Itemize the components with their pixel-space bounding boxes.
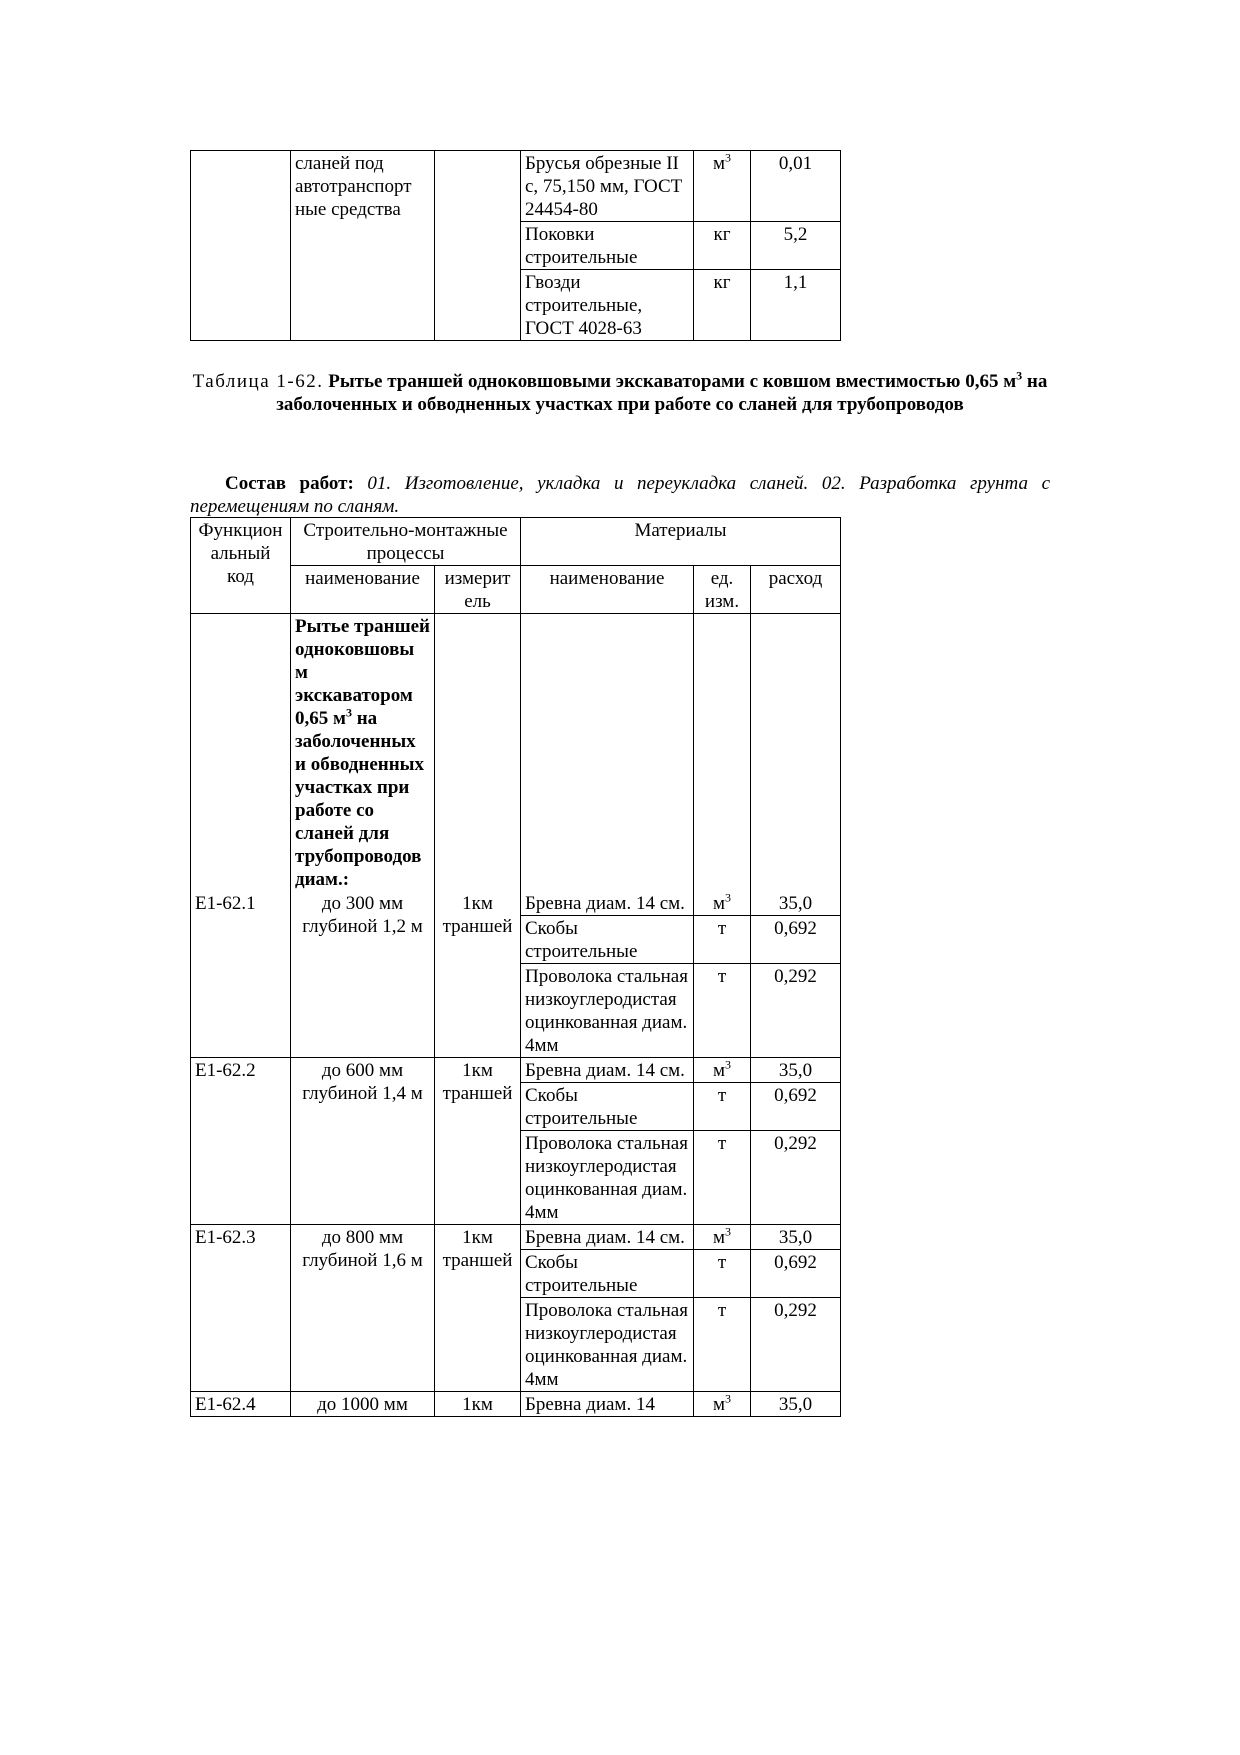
- material-amount: 0,01: [751, 151, 841, 222]
- table-title-label: Таблица 1-62.: [192, 371, 324, 392]
- group-title-row: [191, 614, 841, 892]
- material-unit: т: [694, 964, 751, 1058]
- meter-value: 1км траншей: [435, 1058, 521, 1225]
- func-code: Е1-62.4: [191, 1392, 291, 1417]
- header-meter: измерит ель: [435, 566, 521, 614]
- func-code: Е1-62.2: [191, 1058, 291, 1225]
- header-row: [191, 518, 841, 566]
- table-title: [190, 370, 1050, 416]
- meter-value: 1км траншей: [435, 891, 521, 1058]
- table-title-text: Рытье траншей одноковшовыми экскаваторами с ковшом вместимостью 0,65 $м^3$ на заболоченных и обводненных участках при работе со сланей для трубопроводов: [276, 368, 1048, 415]
- material-unit: кг: [694, 222, 751, 270]
- material-unit: $м^3$: [694, 1058, 751, 1083]
- material-amount: 0,292: [751, 964, 841, 1058]
- material-name: Проволока стальная низкоуглеродистая оцинкованная диам. 4мм: [521, 1298, 694, 1392]
- material-unit: $м^3$: [694, 151, 751, 222]
- material-amount: 35,0: [751, 1392, 841, 1417]
- material-name: Скобы строительные: [521, 1083, 694, 1131]
- process-name-cell: сланей под автотранспорт ные средства: [291, 151, 435, 341]
- material-unit: $м^3$: [694, 891, 751, 916]
- group-title: Рытье траншей одноковшовы м экскаватором 0,65 $м^3$ на заболоченных и обводненных участках при работе со сланей для трубопроводов диам.:: [291, 614, 435, 892]
- material-amount: 35,0: [751, 891, 841, 916]
- material-unit: т: [694, 916, 751, 964]
- meter-value: 1км: [435, 1392, 521, 1417]
- material-unit: $м^3$: [694, 1392, 751, 1417]
- header-material-name: наименование: [521, 566, 694, 614]
- material-name: Бревна диам. 14: [521, 1392, 694, 1417]
- composition-text: 01. Изготовление, укладка и переукладка сланей. 02. Разработка грунта с перемещениям по сланям.: [190, 473, 1051, 517]
- header-name: наименование: [291, 566, 435, 614]
- process-name: до 1000 мм: [291, 1392, 435, 1417]
- material-unit: т: [694, 1298, 751, 1392]
- material-name: Брусья обрезные II с, 75,150 мм, ГОСТ 24454-80: [521, 151, 694, 222]
- material-name: Гвозди строительные, ГОСТ 4028-63: [521, 270, 694, 341]
- table-row: [191, 1225, 841, 1250]
- table-row: [191, 1392, 841, 1417]
- material-amount: 0,292: [751, 1131, 841, 1225]
- process-name: до 300 мм глубиной 1,2 м: [291, 891, 435, 1058]
- material-unit: т: [694, 1250, 751, 1298]
- material-amount: 0,692: [751, 1083, 841, 1131]
- material-amount: 1,1: [751, 270, 841, 341]
- material-amount: 0,292: [751, 1298, 841, 1392]
- material-unit: т: [694, 1131, 751, 1225]
- func-code-cell: [191, 151, 291, 341]
- material-amount: 35,0: [751, 1058, 841, 1083]
- process-name: до 800 мм глубиной 1,6 м: [291, 1225, 435, 1392]
- material-name: Поковки строительные: [521, 222, 694, 270]
- material-amount: 0,692: [751, 916, 841, 964]
- material-name: Бревна диам. 14 см.: [521, 891, 694, 916]
- material-name: Бревна диам. 14 см.: [521, 1058, 694, 1083]
- material-name: Бревна диам. 14 см.: [521, 1225, 694, 1250]
- header-unit: ед. изм.: [694, 566, 751, 614]
- material-unit: т: [694, 1083, 751, 1131]
- material-amount: 35,0: [751, 1225, 841, 1250]
- work-composition: [190, 472, 1050, 518]
- material-name: Скобы строительные: [521, 1250, 694, 1298]
- func-code: Е1-62.1: [191, 891, 291, 1058]
- material-name: Проволока стальная низкоуглеродистая оцинкованная диам. 4мм: [521, 964, 694, 1058]
- header-processes: Строительно-монтажные процессы: [291, 518, 521, 566]
- material-amount: 0,692: [751, 1250, 841, 1298]
- func-code: Е1-62.3: [191, 1225, 291, 1392]
- main-table: [190, 517, 841, 1417]
- meter-value: 1км траншей: [435, 1225, 521, 1392]
- material-amount: 5,2: [751, 222, 841, 270]
- process-name: до 600 мм глубиной 1,4 м: [291, 1058, 435, 1225]
- material-unit: кг: [694, 270, 751, 341]
- composition-label: Состав работ:: [225, 473, 354, 494]
- table-row: [191, 891, 841, 916]
- header-func-code: Функцион альный код: [191, 518, 291, 614]
- material-unit: $м^3$: [694, 1225, 751, 1250]
- meter-cell: [435, 151, 521, 341]
- header-amount: расход: [751, 566, 841, 614]
- material-name: Проволока стальная низкоуглеродистая оцинкованная диам. 4мм: [521, 1131, 694, 1225]
- material-name: Скобы строительные: [521, 916, 694, 964]
- header-materials: Материалы: [521, 518, 841, 566]
- table-row: [191, 151, 841, 222]
- previous-table-fragment: [190, 150, 841, 341]
- table-row: [191, 1058, 841, 1083]
